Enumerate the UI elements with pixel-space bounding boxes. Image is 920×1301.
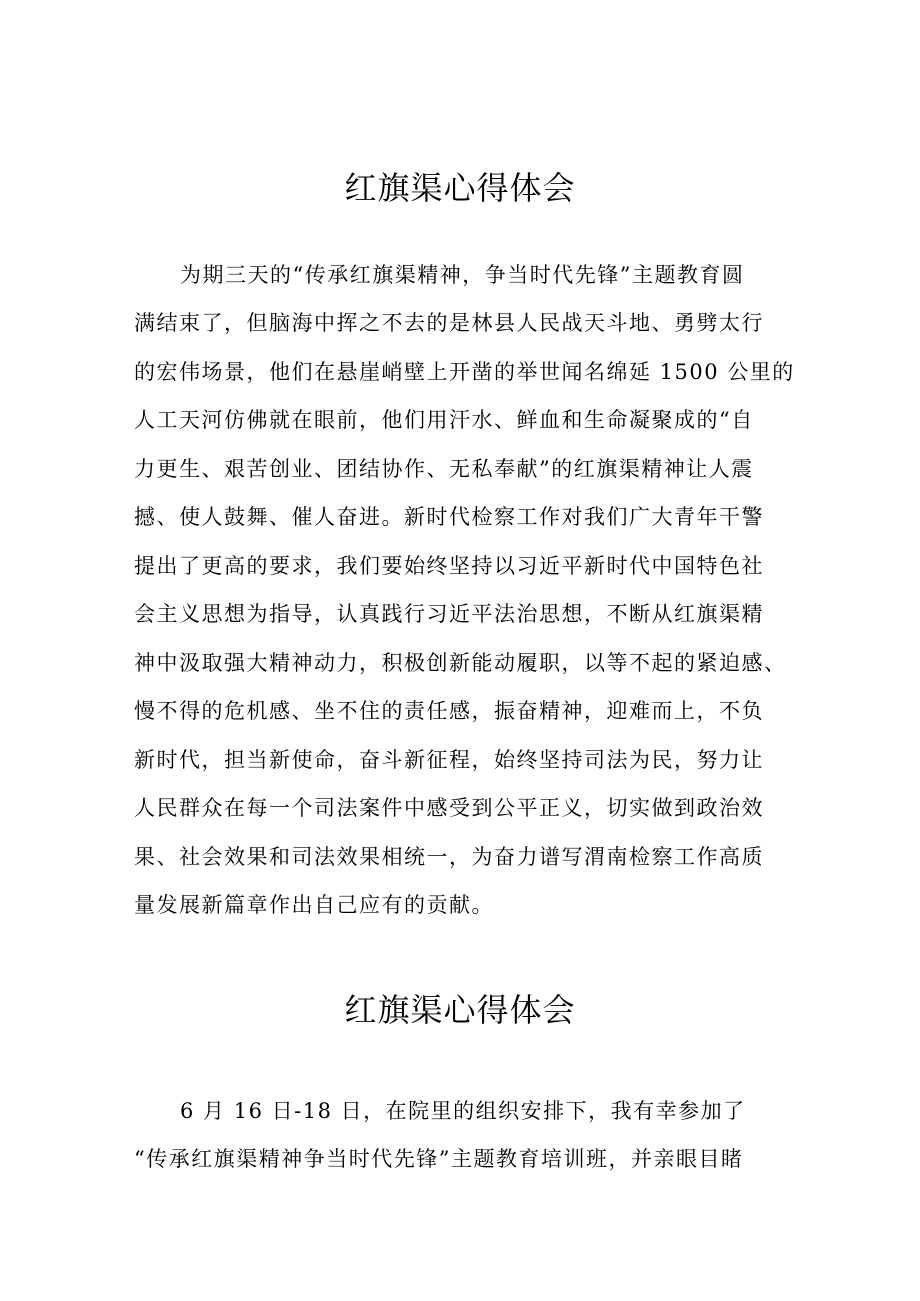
article-1-line: 会主义思想为指导，认真践行习近平法治思想，不断从红旗渠精: [134, 602, 764, 626]
article-1-line: 慢不得的危机感、坐不住的责任感，振奋精神，迎难而上，不负: [134, 699, 764, 723]
article-2-line: 6 月 16 日-18 日，在院里的组织安排下，我有幸参加了: [180, 1099, 746, 1123]
article-1-line: 撼、使人鼓舞、催人奋进。新时代检察工作对我们广大青年干警: [134, 505, 764, 529]
article-2-line: “传承红旗渠精神争当时代先锋”主题教育培训班，并亲眼目睹: [134, 1147, 744, 1171]
article-1-line: 的宏伟场景，他们在悬崖峭壁上开凿的举世闻名绵延 1500 公里的: [134, 360, 795, 384]
article-2-title: 红旗渠心得体会: [344, 991, 576, 1029]
article-1-title: 红旗渠心得体会: [344, 169, 576, 207]
article-1-line: 神中汲取强大精神动力，积极创新能动履职，以等不起的紧迫感、: [134, 651, 787, 675]
article-1-line: 为期三天的“传承红旗渠精神，争当时代先锋”主题教育圆: [180, 263, 745, 287]
article-1-line: 力更生、艰苦创业、团结协作、无私奉献”的红旗渠精神让人震: [134, 457, 754, 481]
article-1-line: 量发展新篇章作出自己应有的贡献。: [134, 893, 494, 917]
article-1-line: 新时代，担当新使命，奋斗新征程，始终坚持司法为民，努力让: [134, 748, 764, 772]
article-1-line: 人民群众在每一个司法案件中感受到公平正义，切实做到政治效: [134, 796, 764, 820]
article-1-line: 人工天河仿佛就在眼前，他们用汗水、鲜血和生命凝聚成的“自: [134, 408, 754, 432]
article-1-line: 满结束了，但脑海中挥之不去的是林县人民战天斗地、勇劈太行: [134, 311, 764, 335]
article-1-line: 提出了更高的要求，我们要始终坚持以习近平新时代中国特色社: [134, 554, 764, 578]
article-1-line: 果、社会效果和司法效果相统一，为奋力谱写渭南检察工作高质: [134, 845, 764, 869]
